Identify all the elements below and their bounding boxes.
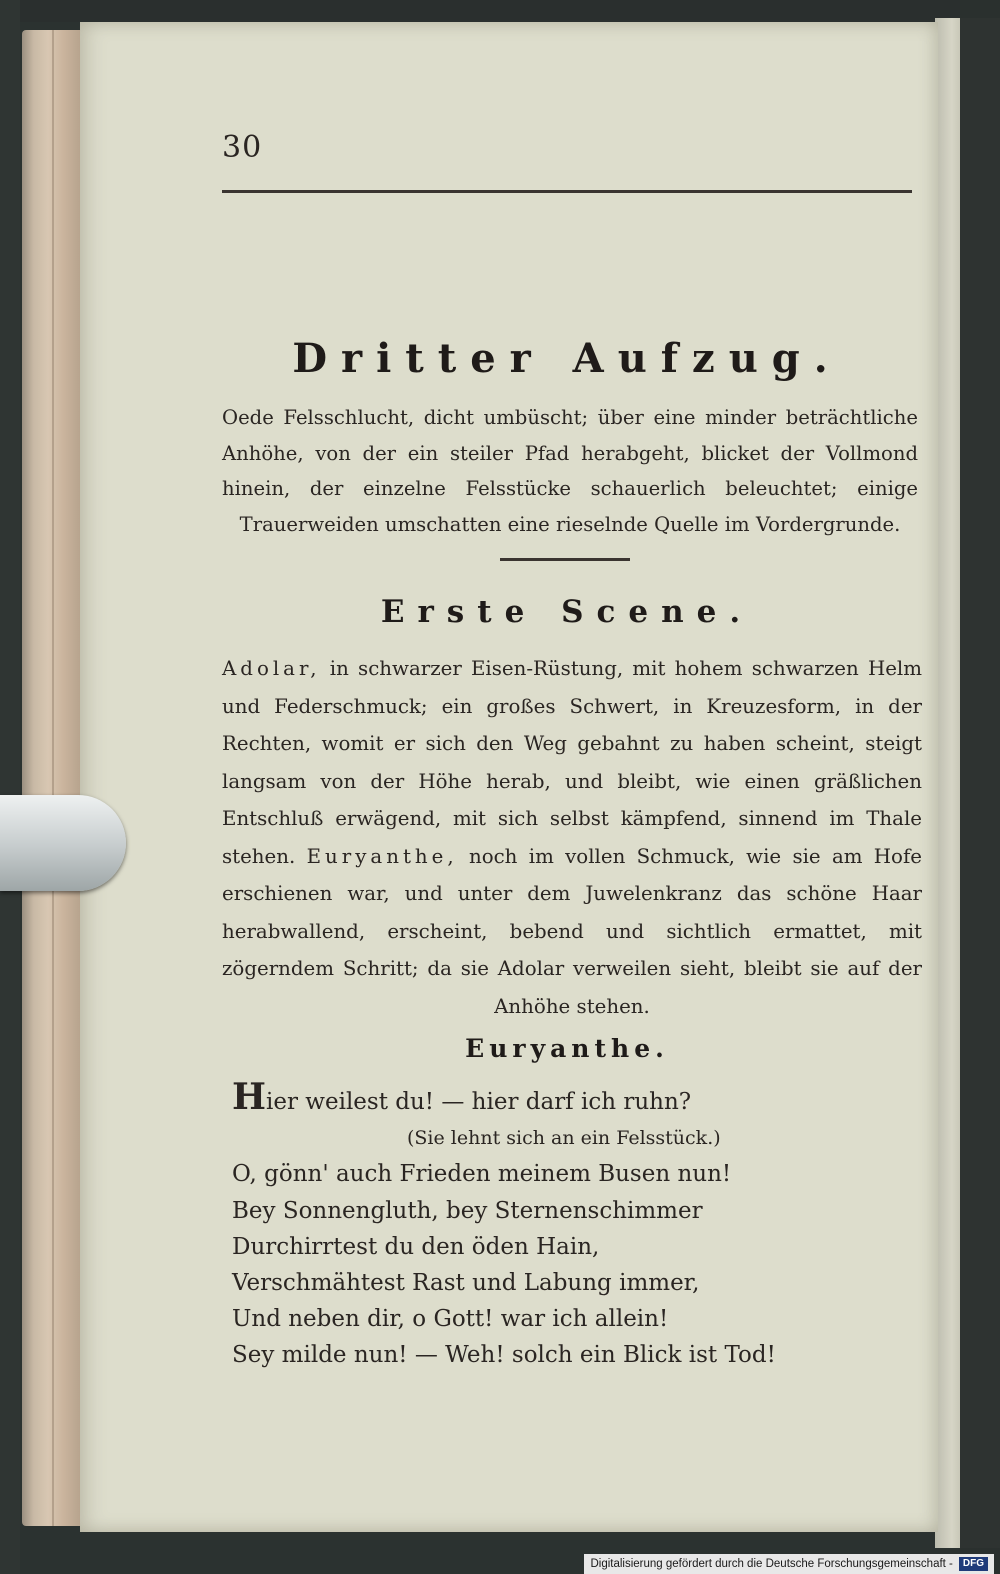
- verse-line-text: ier weilest du! — hier darf ich ruhn?: [266, 1089, 692, 1115]
- scanner-clamp: [0, 795, 126, 891]
- stage-direction: (Sie lehnt sich an ein Felsstück.): [407, 1127, 721, 1150]
- scene-description-part-2: noch im vollen Schmuck, wie sie am Hofe erschienen war, und unter dem Juwelenkranz das schöne Haar herabwallend, erscheint, bebend und sichtlich ermattet, mit zögerndem Schritt; da sie Adolar verweilen sieht, bleibt sie auf der Anhöhe stehen.: [222, 844, 922, 1018]
- book-page-edges: [22, 30, 80, 1526]
- drop-cap: H: [232, 1076, 267, 1118]
- footer-text: Digitalisierung gefördert durch die Deutsche Forschungsgemeinschaft -: [590, 1558, 953, 1570]
- scanner-backdrop-top: [0, 0, 1000, 22]
- speaker-name: Euryanthe.: [465, 1034, 669, 1063]
- verse-line: [232, 1076, 892, 1120]
- scanner-backdrop-left: [0, 0, 20, 1574]
- verse-line: Und neben dir, o Gott! war ich allein!: [232, 1306, 669, 1333]
- right-gutter-shadow: [960, 18, 1000, 1548]
- verse-line: Bey Sonnengluth, bey Sternenschimmer: [232, 1197, 703, 1224]
- verse-line: O, gönn' auch Frieden meinem Busen nun!: [232, 1161, 732, 1188]
- scene-description: [222, 650, 922, 1025]
- verse-block: [232, 1076, 892, 1374]
- character-name-euryanthe: Euryanthe,: [306, 844, 458, 868]
- stage-description: Oede Felsschlucht, dicht umbüscht; über eine minder beträchtliche Anhöhe, von der ein steiler Pfad herabgeht, blicket der Vollmond hinein, der einzelne Felsstücke schauerlich beleuchtet; einige Trauerweiden umschatten eine rieselnde Quelle im Vordergrunde.: [222, 406, 918, 536]
- dfg-logo: DFG: [959, 1557, 988, 1571]
- section-divider: [500, 558, 630, 561]
- digitization-footer: [584, 1554, 994, 1574]
- page-number: 30: [222, 130, 263, 165]
- verse-line: Durchirrtest du den öden Hain,: [232, 1233, 600, 1260]
- verse-line: Verschmähtest Rast und Labung immer,: [232, 1270, 700, 1297]
- act-title: Dritter Aufzug.: [292, 335, 842, 382]
- verse-line: Sey milde nun! — Weh! solch ein Blick ist Tod!: [232, 1342, 776, 1369]
- scene-title: Erste Scene.: [380, 594, 754, 630]
- header-rule: [222, 190, 912, 193]
- character-name-adolar: Adolar,: [222, 657, 321, 680]
- scene-description-part-1: in schwarzer Eisen-Rüstung, mit hohem schwarzen Helm und Federschmuck; ein großes Schwert, in Kreuzesform, in der Rechten, womit er sich den Weg gebahnt zu haben scheint, steigt langsam von der Höhe herab, und bleibt, wie einen gräßlichen Entschluß erwägend, mit sich selbst kämpfend, sinnend im Thale stehen.: [222, 657, 922, 868]
- facing-page-strip: [935, 18, 963, 1548]
